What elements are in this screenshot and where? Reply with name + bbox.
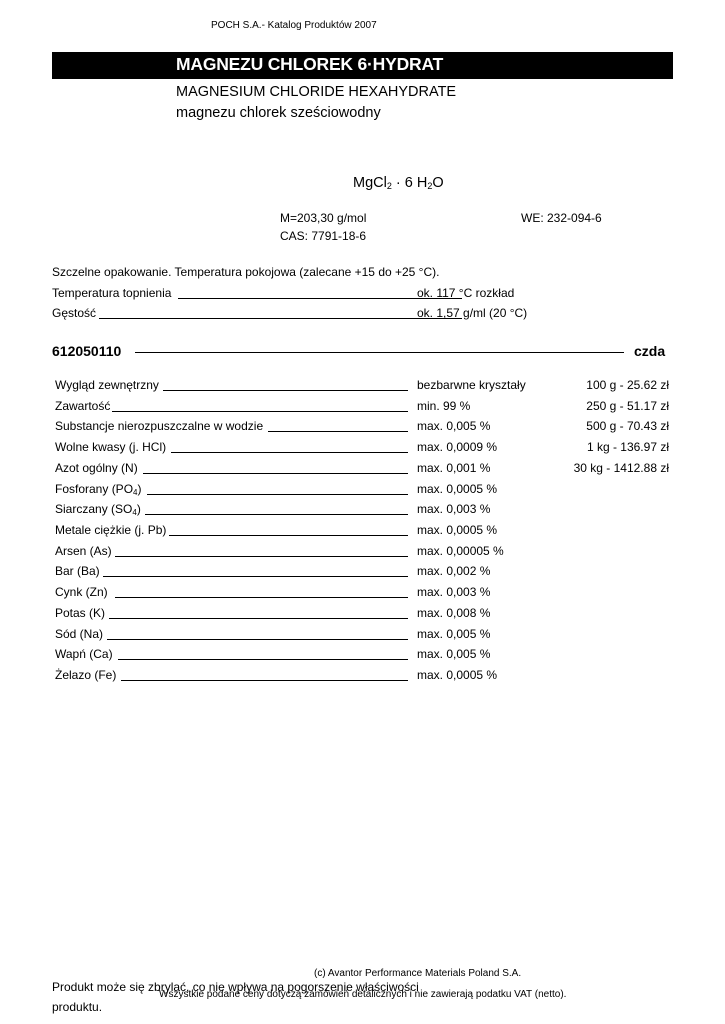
property-label: Gęstość (52, 306, 97, 320)
spec-label: Metale ciężkie (j. Pb) (55, 523, 167, 537)
spec-row (55, 647, 491, 664)
property-value: ok. 117 °C rozkład (417, 286, 515, 300)
leader-line (268, 431, 408, 432)
chemical-formula: MgCl$_2$ · 6 $H_2O$ (353, 175, 444, 191)
product-code: 612050110 (52, 343, 122, 359)
copyright-text: (c) Avantor Performance Materials Poland S.A. (314, 968, 522, 979)
property-label: Temperatura topnienia (52, 286, 172, 300)
leader-line (115, 597, 408, 598)
spec-label: Żelazo (Fe) (55, 668, 117, 682)
price-item: 500 g - 70.43 zł (586, 419, 669, 433)
spec-value: max. 0,005 % (417, 647, 491, 661)
spec-value: bezbarwne kryształy (417, 378, 526, 392)
catalog-header: POCH S.A.- Katalog Produktów 2007 (211, 20, 377, 31)
spec-row (55, 482, 498, 499)
leader-line (143, 473, 408, 474)
price-item: 250 g - 51.17 zł (586, 399, 669, 413)
molar-mass: M=203,30 g/mol (280, 211, 367, 225)
leader-line (121, 680, 408, 681)
spec-label: Fosforany $(PO_4)$ (55, 482, 142, 497)
spec-value: max. 0,0005 % (417, 482, 498, 496)
leader-line (147, 494, 408, 495)
spec-row (55, 378, 526, 395)
spec-value: max. 0,005 % (417, 627, 491, 641)
spec-row (55, 502, 491, 519)
leader-line (107, 639, 408, 640)
spec-value: max. 0,008 % (417, 606, 491, 620)
spec-row (55, 461, 491, 478)
spec-value: max. 0,003 % (417, 502, 491, 516)
spec-row (55, 585, 491, 602)
spec-label: Potas (K) (55, 606, 106, 620)
spec-value: min. 99 % (417, 399, 471, 413)
leader-line (163, 390, 408, 391)
leader-line (99, 318, 462, 319)
spec-value: max. 0,0005 % (417, 523, 498, 537)
spec-label: Cynk (Zn) (55, 585, 108, 599)
product-title: MAGNEZU CHLOREK 6·HYDRAT (176, 54, 444, 74)
price-item: 100 g - 25.62 zł (586, 378, 669, 392)
spec-row (55, 668, 498, 685)
spec-label: Wygląd zewnętrzny (55, 378, 159, 392)
spec-value: max. 0,001 % (417, 461, 491, 475)
spec-row (55, 544, 504, 561)
product-grade: czda (634, 343, 666, 359)
spec-value: max. 0,0005 % (417, 668, 498, 682)
leader-line (145, 514, 408, 515)
leader-line (169, 535, 408, 536)
spec-row (55, 419, 491, 436)
spec-label: Azot ogólny (N) (55, 461, 138, 475)
storage-note: Szczelne opakowanie. Temperatura pokojowa (zalecane +15 do +25 °C). (52, 265, 440, 279)
spec-label: Bar (Ba) (55, 564, 100, 578)
price-item: 30 kg - 1412.88 zł (573, 461, 669, 475)
we-number: WE: 232-094-6 (521, 211, 602, 225)
vat-note: Wszystkie podane ceny dotyczą zamówień detalicznych i nie zawierają podatku VAT (netto). (159, 989, 567, 1000)
leader-line (118, 659, 408, 660)
spec-row (55, 606, 491, 623)
spec-label: Siarczany $(SO_4)$ (55, 502, 141, 517)
title-bar (52, 52, 673, 79)
leader-line (103, 576, 408, 577)
leader-line (112, 411, 408, 412)
spec-value: max. 0,0009 % (417, 440, 498, 454)
spec-value: max. 0,003 % (417, 585, 491, 599)
spec-row (55, 627, 491, 644)
spec-row (55, 440, 498, 457)
spec-row (55, 523, 498, 540)
property-row (52, 286, 612, 302)
spec-label: Wolne kwasy (j. HCl) (55, 440, 167, 454)
spec-row (55, 399, 475, 416)
property-value: ok. 1,57 g/ml (20 °C) (417, 306, 528, 320)
leader-line (171, 452, 408, 453)
english-name: MAGNESIUM CHLORIDE HEXAHYDRATE (176, 84, 457, 100)
polish-name: magnezu chlorek sześciowodny (176, 105, 381, 121)
leader-line (115, 556, 408, 557)
spec-label: Zawartość (55, 399, 111, 413)
spec-row (55, 564, 491, 581)
spec-value: max. 0,00005 % (417, 544, 504, 558)
cas-number: CAS: 7791-18-6 (280, 229, 367, 243)
spec-label: Sód (Na) (55, 627, 104, 641)
property-row (52, 306, 612, 322)
product-separator (135, 352, 624, 353)
spec-value: max. 0,005 % (417, 419, 491, 433)
spec-value: max. 0,002 % (417, 564, 491, 578)
price-item: 1 kg - 136.97 zł (586, 440, 669, 454)
spec-label: Arsen (As) (55, 544, 112, 558)
spec-label: Wapń (Ca) (55, 647, 113, 661)
spec-label: Substancje nierozpuszczalne w wodzie (55, 419, 264, 433)
leader-line (109, 618, 408, 619)
caking-note: Produkt może się zbrylać, co nie wpływa na pogorszenie właściwości produktu. (52, 980, 419, 1014)
